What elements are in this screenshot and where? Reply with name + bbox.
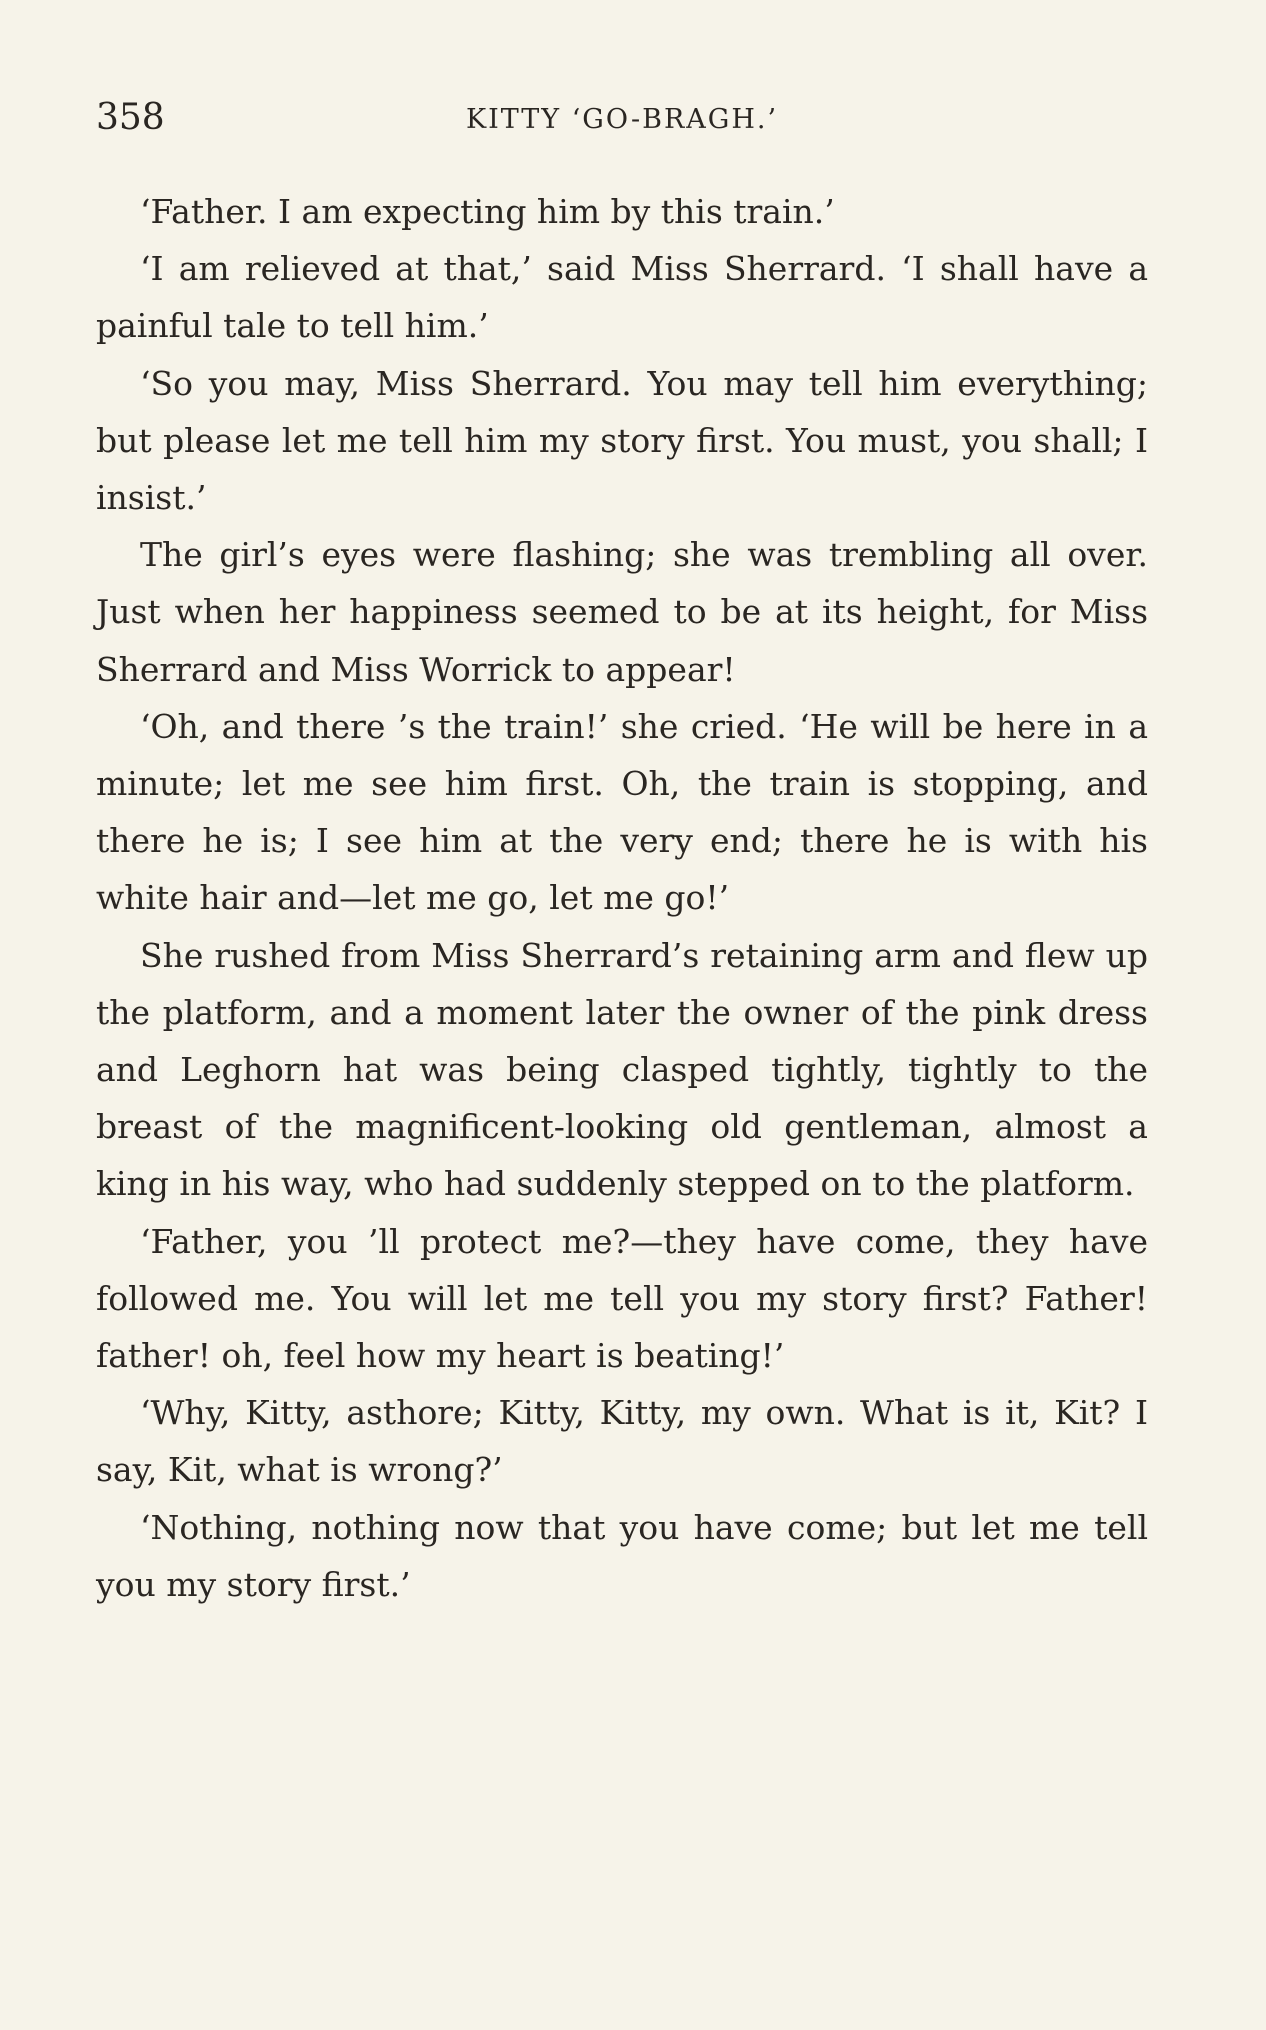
paragraph: She rushed from Miss Sherrard’s retaining arm and flew up the platform, and a moment later the owner of the pink dress and Leghorn hat was being clasped tightly, tightly to the breast of the magnificent-looking old gentleman, almost a king in his way, who had suddenly stepped on to the platform. <box>96 935 1148 1204</box>
page-header <box>96 96 1148 140</box>
paragraph: ‘I am relieved at that,’ said Miss Sherrard. ‘I shall have a painful tale to tell him.’ <box>96 249 1148 346</box>
paragraph: ‘Father. I am expecting him by this train.’ <box>140 192 835 231</box>
paragraph: ‘Why, Kitty, asthore; Kitty, Kitty, my own. What is it, Kit? I say, Kit, what is wrong?’ <box>96 1393 1148 1490</box>
paragraph: ‘Father, you ’ll protect me?—they have come, they have followed me. You will let me tell you my story first? Father! father! oh, feel how my heart is beating!’ <box>96 1221 1148 1376</box>
body-text <box>96 183 1148 1613</box>
paragraph: ‘Oh, and there ’s the train!’ she cried. ‘He will be here in a minute; let me see him first. Oh, the train is stopping, and there he is; I see him at the very end; there he is with his white hair and—let me go, let me go!’ <box>96 706 1148 918</box>
paragraph: ‘Nothing, nothing now that you have come; but let me tell you my story first.’ <box>96 1507 1148 1604</box>
paragraph: ‘So you may, Miss Sherrard. You may tell him everything; but please let me tell him my story first. You must, you shall; I insist.’ <box>96 363 1148 518</box>
paragraph: The girl’s eyes were flashing; she was trembling all over. Just when her happiness seemed to be at its height, for Miss Sherrard and Miss Worrick to appear! <box>96 535 1148 689</box>
page-number: 358 <box>96 97 165 138</box>
running-title: KITTY ‘GO-BRAGH.’ <box>465 104 779 135</box>
